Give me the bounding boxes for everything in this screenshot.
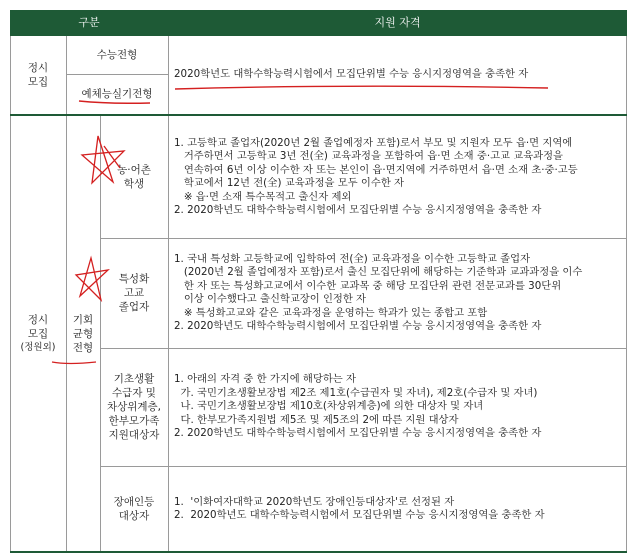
- low-income-name-line2: 수급자 및: [112, 387, 156, 399]
- regular-label-line1: 정시: [27, 62, 49, 74]
- rural-qualification-text: 1. 고등학교 졸업자(2020년 2월 졸업예정자 포함)로서 부모 및 지원자 모두 읍·면 지역에 거주하면서 고등학교 3년 전(全) 교육과정을 포함하여 읍·면 소재 중·고교 교육과정을 연속하여 6년 이상 이수한 자 또는 본인이 읍·면지역에 거주하면서 읍·면 소재 초·중·고등 학교에서 12년 전(全) 교육과정을 모두 이수한 자 ※ 읍·면 소재 특수목적고 출신자 제외 2. 2020학년도 대학수학능력시험에서 모집단위별 수능 응시지정영역을 충족한 자: [174, 136, 578, 216]
- table-bottom-border: [10, 551, 627, 553]
- low-income-name-line5: 지원대상자: [108, 429, 160, 441]
- row-rural-name: [100, 116, 168, 238]
- row-vocational-name: [100, 238, 168, 348]
- grid-line: [66, 74, 168, 75]
- row-suneung-name: 수능전형: [96, 49, 138, 61]
- section-divider: [10, 114, 627, 116]
- balanced-opportunity-group: [66, 116, 100, 552]
- header-qualification: 지원 자격: [168, 10, 627, 36]
- grid-line: [100, 116, 101, 552]
- row-vocational-qualification: [168, 238, 627, 348]
- special-label-note: (정원외): [20, 342, 56, 353]
- disabled-name-line1: 장애인등: [113, 496, 155, 508]
- disabled-name-line2: 대상자: [118, 510, 150, 522]
- regular-label-line2: 모집: [27, 76, 49, 88]
- admission-table: [10, 10, 627, 552]
- special-label-line2: 모집: [27, 328, 49, 340]
- special-admission-label: [10, 116, 66, 552]
- group-line2: 균형: [72, 328, 94, 340]
- header-category: 구분: [10, 10, 168, 36]
- vocational-name-line1: 특성화: [118, 273, 150, 285]
- special-label-line1: 정시: [27, 314, 49, 326]
- grid-line: [100, 348, 627, 349]
- grid-line: [100, 238, 627, 239]
- suneung-qualification-text: 2020학년도 대학수학능력시험에서 모집단위별 수능 응시지정영역을 충족한 자: [174, 68, 529, 81]
- vocational-name-line2: 고교: [123, 287, 145, 299]
- grid-line: [100, 466, 627, 467]
- low-income-name-line1: 기초생활: [113, 373, 155, 385]
- row-disabled-qualification: [168, 466, 627, 552]
- disabled-qualification-text: 1. '이화여자대학교 2020학년도 장애인등대상자'로 선정된 자 2. 2020학년도 대학수학능력시험에서 모집단위별 수능 응시지정영역을 충족한 자: [174, 495, 545, 521]
- rural-name-line1: 농·어촌: [117, 164, 151, 176]
- low-income-name-line3: 차상위계층,: [106, 401, 162, 413]
- vocational-name-line3: 졸업자: [118, 301, 150, 313]
- group-line3: 전형: [72, 342, 94, 354]
- rural-name-line2: 학생: [123, 178, 145, 190]
- row-arts-name: 예체능실기전형: [81, 88, 153, 100]
- vocational-qualification-text: 1. 국내 특성화 고등학교에 입학하여 전(全) 교육과정을 이수한 고등학교 졸업자 (2020년 2월 졸업예정자 포함)로서 출신 모집단위에 해당하는 기준학과 교과과정을 이수 한 자 또는 특성화고교에서 이수한 교과목 중 해당 모집단위 관련 전문교과를 30단위 이상 이수했다고 출신학교장이 인정한 자 ※ 특성화고교와 같은 교육과정을 운영하는 학과가 있는 종합고 포함 2. 2020학년도 대학수학능력시험에서 모집단위별 수능 응시지정영역을 충족한 자: [174, 252, 583, 332]
- row-disabled-name: [100, 466, 168, 552]
- regular-admission-label: [10, 36, 66, 114]
- group-line1: 기회: [72, 314, 94, 326]
- row-low-income-name: [100, 348, 168, 466]
- row-low-income-qualification: [168, 348, 627, 466]
- low-income-name-line4: 한부모가족: [108, 415, 160, 427]
- low-income-qualification-text: 1. 아래의 자격 중 한 가지에 해당하는 자 가. 국민기초생활보장법 제2조 제1호(수급권자 및 자녀), 제2호(수급자 및 자녀) 나. 국민기초생활보장법 제10호(차상위계층)에 의한 대상자 및 자녀 다. 한부모가족지원법 제5조 및 제5조의 2에 따른 지원 대상자 2. 2020학년도 대학수학능력시험에서 모집단위별 수능 응시지정영역을 충족한 자: [174, 373, 542, 440]
- row-rural-qualification: [168, 116, 627, 238]
- row-suneung-qualification: [168, 36, 627, 114]
